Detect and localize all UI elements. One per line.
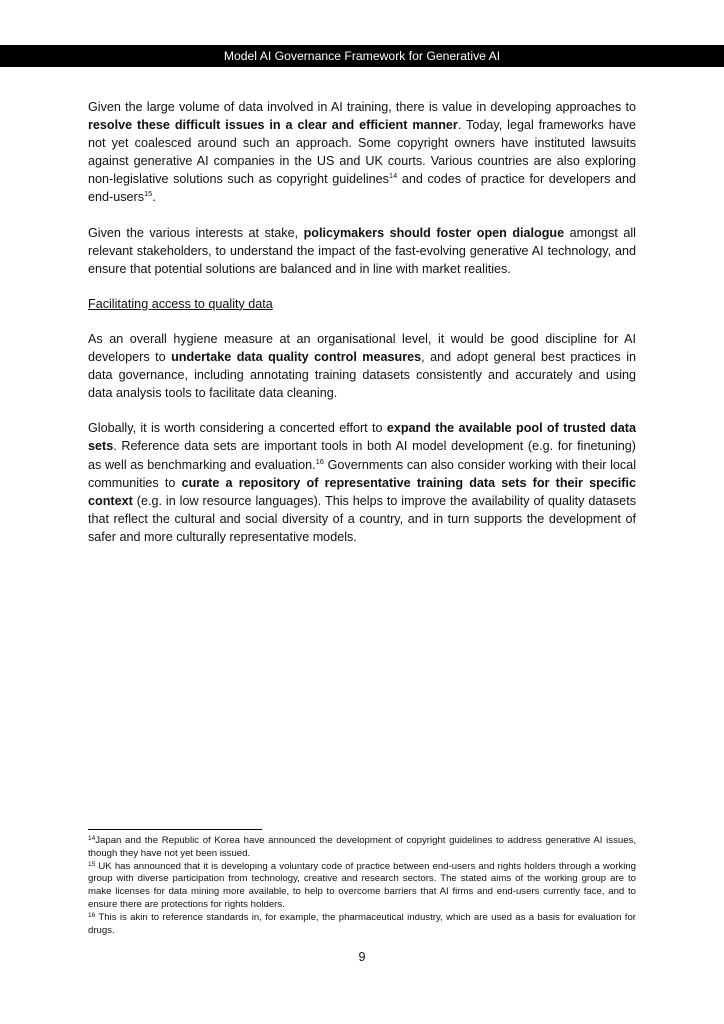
footnote-14 xyxy=(88,835,636,861)
emphasis-data-quality: undertake data quality control measures xyxy=(171,350,422,365)
footnote-text: Japan and the Republic of Korea have announced the development of copyright guidelines to address generative AI issues, though they have not yet been issued. xyxy=(88,835,636,859)
footnote-number: 15 xyxy=(88,860,96,868)
header-title: Model AI Governance Framework for Generative AI xyxy=(223,49,501,63)
footnote-ref-15: 15 xyxy=(144,189,153,199)
emphasis-open-dialogue: policymakers should foster open dialogue xyxy=(303,225,565,240)
footnote-15 xyxy=(88,861,636,912)
emphasis-curate-repository: curate a repository of representative training data sets for their specific context xyxy=(88,475,637,508)
emphasis-expand-pool: expand the available pool of trusted data sets xyxy=(88,421,637,454)
footnote-ref-14: 14 xyxy=(388,171,398,181)
paragraph-open-dialogue: Given the various interests at stake, policymakers should foster open dialogue amongst all relevant stakeholders, to understand the impact of the fast-evolving generative AI technology, and ensure that potential solutions are balanced and in line with market realities. xyxy=(88,225,636,276)
footnote-divider xyxy=(88,829,262,830)
running-header xyxy=(0,45,724,67)
footnotes-section xyxy=(88,835,636,937)
page-number: 9 xyxy=(358,950,366,964)
paragraph-trusted-data-sets: Globally, it is worth considering a concerted effort to expand the available pool of trusted data sets. Reference data sets are important tools in both AI model development (e.g. for finetuning) as well as benchmarking and evaluation.$^{16}$ Governments can also consider working with their local communities to curate a repository of representative training data sets for their specific context (e.g. in low resource languages). This helps to improve the availability of quality datasets that reflect the cultural and social diversity of a country, and in turn supports the development of safer and more culturally representative models. xyxy=(88,421,637,544)
paragraph-data-quality-control: As an overall hygiene measure at an organisational level, it would be good discipline for AI developers to undertake data quality control measures, and adopt general best practices in data governance, including annotating training datasets consistently and accurately and using data analysis tools to facilitate data cleaning. xyxy=(88,331,636,401)
footnote-text: UK has announced that it is developing a voluntary code of practice between end-users and rights holders through a working group with diverse participation from technology, creative and research sectors. The stated aims of the working group are to make licenses for data mining more available, to help to overcome barriers that AI firms and end-users currently face, and to ensure there are protections for rights holders. xyxy=(88,860,636,910)
emphasis-resolve-issues: resolve these difficult issues in a clear and efficient manner xyxy=(88,118,458,133)
main-content xyxy=(88,98,636,563)
footnote-16 xyxy=(88,912,636,938)
footnote-ref-16: 16 xyxy=(315,456,324,466)
footnote-number: 16 xyxy=(88,911,96,919)
footnote-number: 14 xyxy=(88,835,96,842)
section-subheading: Facilitating access to quality data xyxy=(88,296,273,311)
footnote-text: This is akin to reference standards in, for example, the pharmaceutical industry, which are used as a basis for evaluation for drugs. xyxy=(88,911,636,936)
paragraph-copyright-approaches: Given the large volume of data involved in AI training, there is value in developing approaches to resolve these difficult issues in a clear and efficient manner. Today, legal frameworks have not yet coalesced around such an approach. Some copyright owners have instituted lawsuits against generative AI companies in the US and UK courts. Various countries are also exploring non-legislative solutions such as copyright guidelines$^{14}$ and codes of practice for developers and end-users$^{15}$. xyxy=(88,100,637,205)
